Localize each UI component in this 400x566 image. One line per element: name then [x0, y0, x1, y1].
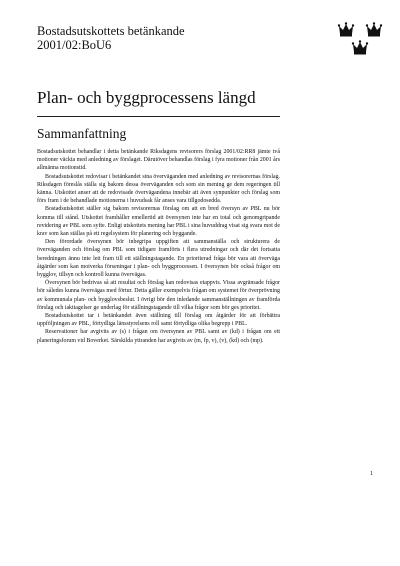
summary-paragraph: Bostadsutskottet ställer sig bakom revisorernas förslag om att en bred översyn av PBL nu bör komma till stånd. Utskottet framhåller emellertid att översynen inte har en total och genomgripande revidering av PBL som syfte. Enligt utskottets mening har PBL i sina huvuddrag visat sig svara mot de krav som kan ställas på ett regelsystem för planering och byggande. — [37, 206, 280, 238]
summary-paragraph: Bostadsutskottet tar i betänkandet även ställning till förslag om åtgärder för att förbättra uppföljningen av PBL, förtydliga länsstyrelsens roll samt förtydliga olika begrepp i PBL. — [37, 313, 280, 328]
page-number: 1 — [370, 471, 373, 477]
summary-paragraph: Översynen bör bedrivas så att resultat och förslag kan redovisas etappvis. Vissa avgränsade frågor bör således kunna övervägas med förtur. Detta gäller exempelvis frågan om systemet för överprövning av kommunala plan- och bygglovsbeslut. I övrigt bör den inledande sammanställningen av framförda förslag och iakttagelser ge underlag för ställningstagande till vilka frågor som bör ges prioritet. — [37, 280, 280, 311]
document-title: Plan- och byggprocessens längd — [37, 88, 256, 107]
summary-paragraph: Den förordade översynen bör inbegripa uppgiften att sammanställa och strukturera de överväganden och förslag om PBL som tidigare framförts i flera utredningar och där det fortsatta beredningen ännu inte lett fram till ett ställningstagande. En prioriterad fråga bör vara att överväga åtgärder som kan motverka förseningar i plan- och byggprocessen. I översynen bör också frågor om bygglov, tillsyn och kontroll kunna övervägas. — [37, 239, 280, 279]
summary-paragraph: Bostadsutskottet behandlar i detta betänkande Riksdagens revisorers förslag 2001/02:RR8 jämte två motioner väckta med anledning av förslaget. Därutöver behandlas förslag i fyra motioner från 2001 års allmänna motionstid. — [37, 149, 280, 172]
title-divider — [37, 116, 280, 117]
summary-body — [37, 148, 280, 345]
section-heading: Sammanfattning — [37, 126, 127, 141]
summary-paragraph: Bostadsutskottet redovisar i betänkandet sina överväganden med anledning av revisorernas förslag. Riksdagen föreslås ställa sig bakom dessa överväganden och som sin mening ge dem regeringen till känna. Utskottet anser att de redovisade övervägandena innebär att även synpunkter och förslag som förs fram i de behandlade motionerna i huvudsak får anses vara tillgodosedda. — [37, 173, 280, 205]
report-header — [37, 24, 287, 52]
three-crowns-icon — [337, 20, 387, 56]
report-number: 2001/02:BoU6 — [37, 38, 112, 52]
summary-paragraph: Reservationer har avgivits av (s) i frågan om översynen av PBL samt av (kd) i frågan om ett planeringsforum vid Boverket. Särskilda yttranden har avgivits av (m, fp, v), (v), (kd) och (mp). — [37, 329, 280, 344]
report-title: Bostadsutskottets betänkande — [37, 24, 185, 38]
